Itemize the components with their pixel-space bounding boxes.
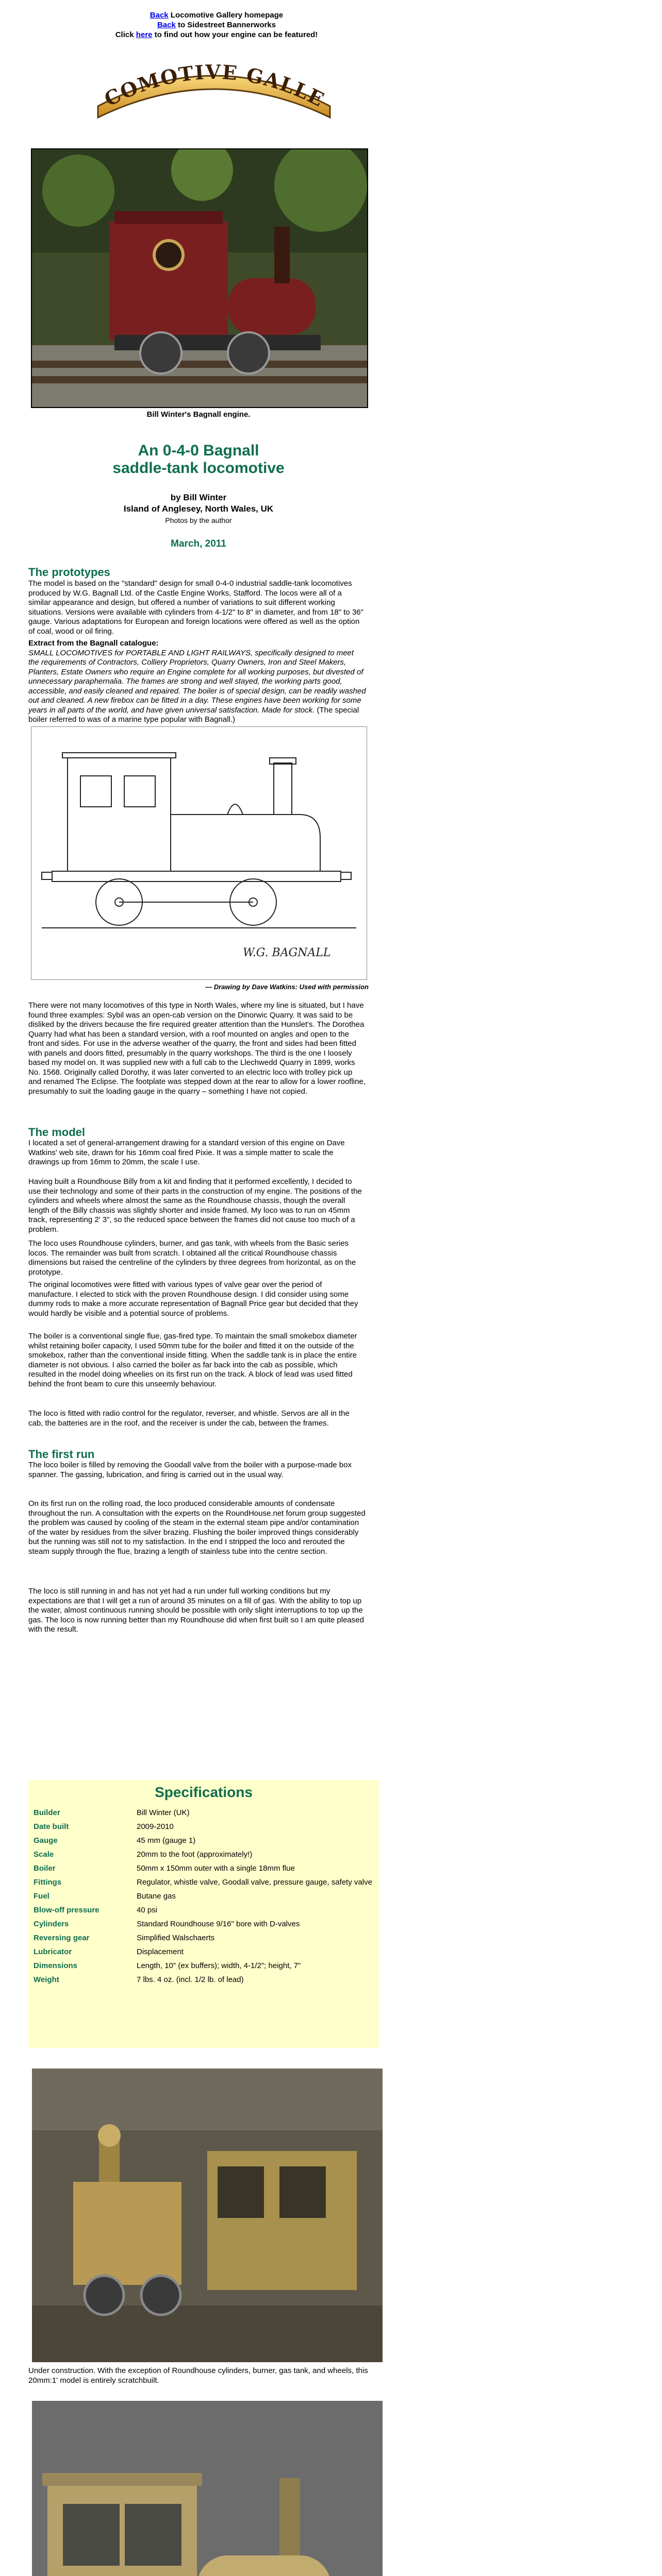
spec-row [28,1959,379,1973]
catalogue-extract [28,639,366,725]
drawing-credit: — Drawing by Dave Watkins: Used with permission [205,983,369,991]
nav-line-bannerworks: Back to Sidestreet Bannerworks [157,21,276,29]
spec-key: Fuel [34,1892,49,1901]
spec-key: Cylinders [34,1920,69,1928]
under-construction-photo [32,2069,383,2362]
model-paragraph-5: The boiler is a conventional single flue, gas-fired type. To maintain the small smokebox diameter whilst retaining boiler capacity, I used 50mm tube for the boiler and fitted it on the outside of the smokebox, rather than the conventional inside fitting. When the saddle tank is in place the entire diameter is not obvious. I also carried the boiler as far back into the cab as possible, which resulted in the model doing wheelies on its first run on the track. A block of lead was used fitted behind the front beam to cure this unseemly behaviour. [28,1332,357,1388]
featured-here-link[interactable]: here [136,30,153,39]
section-heading-model: The model [28,1126,86,1139]
specifications-box [28,1780,379,2048]
spec-row [28,1889,379,1903]
spec-value: Simplified Walschaerts [137,1934,215,1942]
title-line-1: An 0-4-0 Bagnall [138,442,259,459]
catalogue-text: SMALL LOCOMOTIVES for PORTABLE AND LIGHT RAILWAYS, specifically designed to meet the requirements of Contractors, Colliery Proprietors, Quarry Owners, Iron and Steel Makers, Planters, Estate Owners who require an Engine complete for all working purposes, but divested of unnecessary paraphernalia. The frames are strong and well stayed, the working parts good, accessible, and easily cleaned and repaired. The boiler is of special design, can be readily washed out and cleaned. A new firebox can be fitted in a day. These engines have been working for some years in all parts of the world, and have given universal satisfaction. Made for stock. [28,648,366,715]
hero-caption: Bill Winter's Bagnall engine. [146,410,251,419]
spec-row [28,1945,379,1959]
catalogue-heading: Extract from the Bagnall catalogue: [28,639,159,648]
spec-row [28,1820,379,1834]
catalogue-tail: (The special boiler referred to was of a marine type popular with Bagnall.) [28,705,359,724]
spec-value: 20mm to the foot (approximately!) [137,1850,253,1859]
spec-row [28,1834,379,1848]
finished-brass-photo [32,2401,383,2576]
model-paragraph-1: I located a set of general-arrangement drawing for a standard version of this engine on Dave Watkins' web site, drawn for his 16mm coal fired Pixie. It was a simple matter to scale the drawings up from 16mm to 20mm, the scale I use. [28,1139,345,1166]
photo-credit: Photos by the author [165,516,232,524]
spec-value: 50mm x 150mm outer with a single 18mm flue [137,1864,295,1873]
spec-value: 40 psi [137,1906,158,1914]
spec-row [28,1917,379,1931]
spec-value: Butane gas [137,1892,176,1901]
byline [28,492,369,526]
svg-text:W.G. BAGNALL: W.G. BAGNALL [243,946,331,959]
spec-row [28,1903,379,1917]
nav-line-homepage: Back Locomotive Gallery homepage [150,11,284,20]
spec-key: Reversing gear [34,1934,90,1942]
model-paragraph-4: The original locomotives were fitted with various types of valve gear over the period of manufacture. I elected to stick with the proven Roundhouse design. I did consider using some dummy rods to make a more accurate representation of Bagnall Price gear but decided that they would hardly be visible and a potential source of problems. [28,1280,358,1318]
nav-line-featured: Click here to find out how your engine can be featured! [115,30,318,39]
specifications-heading: Specifications [155,1784,253,1800]
section-heading-prototypes: The prototypes [28,566,110,579]
prototypes-paragraph-2: There were not many locomotives of this type in North Wales, where my line is situated, but I have found three examples: Sybil was an open-cab version on the Dinorwic Quarry. It was said to be disliked by the drivers because the fire required greater attention than the Hunslet's. The Dorothea Quarry had what has been a standard version, with a roof mounted on angles and open to the front and sides. For use in the adverse weather of the quarry, the front and sides had been fitted with panels and doors fitted, presumably in the quarry workshops. The third is the one I loosely based my model on. It was supplied new with a full cab to the Llechwedd Quarry in 1899, works No. 1568. Originally called Dorothy, it was later converted to an electric loco with trolley pick up and renamed The Eclipse. The footplate was stepped down at the rear to allow for a lower roofline, presumably to suit the loading gauge in the quarry – something I have not copied. [28,1001,366,1096]
location: Island of Anglesey, North Wales, UK [123,504,274,514]
section-heading-first-run: The first run [28,1448,95,1461]
spec-value: 2009-2010 [137,1822,174,1831]
spec-value: Standard Roundhouse 9/16" bore with D-valves [137,1920,300,1928]
spec-row [28,1806,379,1820]
back-homepage-link[interactable]: Back [150,11,169,20]
spec-key: Fittings [34,1878,62,1887]
article-date: March, 2011 [171,538,226,549]
model-paragraph-2: Having built a Roundhouse Billy from a kit and finding that it performed excellently, I decided to use their technology and some of their parts in the construction of my engine. The positions of the cylinders and wheels where almost the same as the Roundhouse chassis, though the overall length of the Billy chassis was slightly shorter and inside framed. My loco was to run on 45mm track, representing 2' 3", so the reduced space between the frames did not cause too much of a problem. [28,1177,362,1234]
spec-row [28,1848,379,1861]
spec-value: Regulator, whistle valve, Goodall valve, pressure gauge, safety valve [137,1878,372,1887]
back-bannerworks-link[interactable]: Back [157,21,176,29]
svg-text:LOCOMOTIVE GALLERY: COMOTIVE GALLE [101,60,329,112]
article-title [28,442,369,477]
model-paragraph-3: The loco uses Roundhouse cylinders, burner, and gas tank, with wheels from the Basic series locos. The remainder was built from scratch. I obtained all the critical Roundhouse chassis dimensions but raised the centreline of the cylinders by three degrees from horizontal, as on the prototype. [28,1239,356,1277]
under-construction-caption: Under construction. With the exception of Roundhouse cylinders, burner, gas tank, and wheels, this 20mm:1' model is entirely scratchbuilt. [28,2366,368,2385]
spec-value: Length, 10" (ex buffers); width, 4-1/2"; height, 7" [137,1961,301,1970]
hero-locomotive-photo [31,148,368,408]
spec-key: Dimensions [34,1961,78,1970]
author: by Bill Winter [170,493,227,502]
top-navigation [0,10,433,40]
prototypes-paragraph-1: The model is based on the "standard" design for small 0-4-0 industrial saddle-tank locomotives produced by W.G. Bagnall Ltd. of the Castle Engine Works, Stafford. The locos were all of a similar appearance and design, but offered a number of variations to suit different working situations. Versions were available with cylinders from 4-1/2" to 8" in diameter, and from 18" to 36" gauge. Various adaptations for European and foreign locations were offered as well as the option of coal, wood or oil firing. [28,579,363,636]
spec-row [28,1931,379,1945]
spec-key: Weight [34,1975,59,1984]
spec-key: Boiler [34,1864,56,1873]
title-line-2: saddle-tank locomotive [112,460,285,477]
spec-value: Displacement [137,1947,184,1956]
locomotive-gallery-logo [93,45,335,123]
model-paragraph-6: The loco is fitted with radio control for the regulator, reverser, and whistle. Servos are all in the cab, the batteries are in the roof, and the receiver is under the cab, between the frames. [28,1409,350,1428]
spec-key: Scale [34,1850,54,1859]
specifications-table [28,1806,379,1987]
first-run-paragraph-3: The loco is still running in and has not yet had a run under full working conditions but my expectations are that I will get a run of around 35 minutes on a fill of gas. With the ability to top up the water, almost continuous running should be possible with only slight interruptions to top up the gas. The loco is now running better than my Roundhouse did when first built so I am quite pleased with the result. [28,1587,364,1634]
spec-key: Gauge [34,1836,58,1845]
spec-row [28,1861,379,1875]
spec-row [28,1875,379,1889]
bagnall-line-drawing [31,726,367,980]
spec-value: 7 lbs. 4 oz. (incl. 1/2 lb. of lead) [137,1975,244,1984]
spec-row [28,1973,379,1987]
spec-key: Blow-off pressure [34,1906,100,1914]
spec-value: 45 mm (gauge 1) [137,1836,196,1845]
spec-key: Lubricator [34,1947,72,1956]
spec-value: Bill Winter (UK) [137,1808,190,1817]
spec-key: Builder [34,1808,60,1817]
first-run-paragraph-1: The loco boiler is filled by removing the Goodall valve from the boiler with a purpose-made box spanner. The gassing, lubrication, and firing is carried out in the usual way. [28,1461,352,1479]
spec-key: Date built [34,1822,69,1831]
first-run-paragraph-2: On its first run on the rolling road, the loco produced considerable amounts of condensate throughout the run. A consultation with the experts on the RoundHouse.net forum group suggested the problem was caused by cooling of the steam in the external steam pipe and/or contamination of the water by residues from the silver brazing. Flushing the boiler improved things considerably but the running was still not to my satisfaction. In the end I stripped the loco and rerouted the steam supply through the flue, brazing a length of stainless tube into the centre section. [28,1499,366,1556]
